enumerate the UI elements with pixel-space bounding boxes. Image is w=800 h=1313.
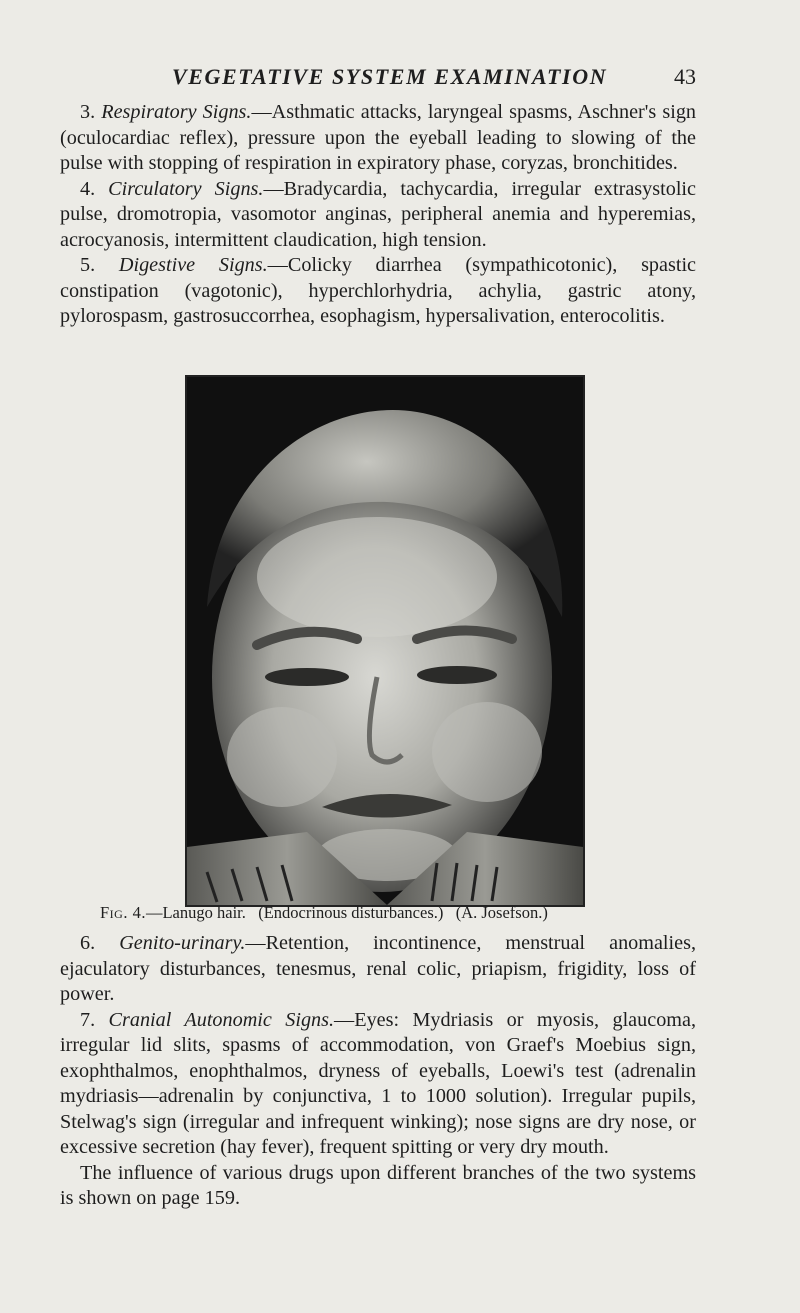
- paragraph-respiratory-signs: 3. Respiratory Signs.—Asthmatic attacks, laryngeal spasms, Aschner's sign (oculocardiac reflex), pressure upon the eyeball leading to slowing of the pulse with stopping of respiration in expiratory phase, coryzas, bronchitides.: [60, 101, 697, 174]
- paragraph-genito-urinary: 6. Genito-urinary.—Retention, incontinence, menstrual anomalies, ejaculatory disturbances, tenesmus, renal colic, priapism, frigidity, loss of power.: [60, 932, 696, 1005]
- section-heading: Circulatory Signs.: [108, 177, 264, 200]
- text-block-top: [60, 100, 696, 330]
- paragraph-circulatory-signs: 4. Circulatory Signs.—Bradycardia, tachycardia, irregular extrasystolic pulse, dromotropia, vasomotor anginas, peripheral anemia and hyperemias, acrocyanosis, intermittent claudication, high tension.: [60, 177, 696, 251]
- child-portrait-photo: [187, 377, 583, 905]
- running-head-title: VEGETATIVE SYSTEM EXAMINATION: [172, 64, 608, 89]
- section-heading: Cranial Autonomic Signs.: [108, 1008, 335, 1031]
- section-heading: Respiratory Signs.: [101, 101, 252, 123]
- section-heading: Digestive Signs.: [118, 254, 268, 276]
- paragraph-cranial-autonomic-signs: 7. Cranial Autonomic Signs.—Eyes: Mydriasis or myosis, glaucoma, irregular lid slits, spasms of accommodation, von Graef's Moebius sign, exophthalmos, enophthalmos, dryness of eyeballs, Loewi's test (adrenalin mydriasis—adrenalin by conjunctiva, 1 to 1000 solution). Irregular pupils, Stelwag's sign (irregular and infrequent winking); nose signs are dry nose, or excessive secretion (hay fever), frequent spitting or very dry mouth.: [60, 1008, 697, 1158]
- paragraph-drug-influence: The influence of various drugs upon different branches of the two systems is shown on page 159.: [60, 1161, 696, 1209]
- figure-caption: [100, 903, 700, 923]
- running-head: [108, 64, 696, 94]
- figure-caption-text: —Lanugo hair. (Endocrinous disturbances.) (A. Josefson.): [145, 903, 548, 922]
- section-heading: Genito-urinary.: [119, 932, 246, 954]
- paragraph-digestive-signs: 5. Digestive Signs.—Colicky diarrhea (sympathicotonic), spastic constipation (vagotonic), hyperchlorhydria, achylia, gastric atony, pylorospasm, gastrosuccorrhea, esophagism, hypersalivation, enterocolitis.: [60, 254, 697, 327]
- figure-photograph: [185, 375, 585, 907]
- figure-label: Fig. 4.: [100, 903, 146, 922]
- text-block-bottom: [60, 931, 696, 1212]
- page-number: 43: [674, 64, 696, 89]
